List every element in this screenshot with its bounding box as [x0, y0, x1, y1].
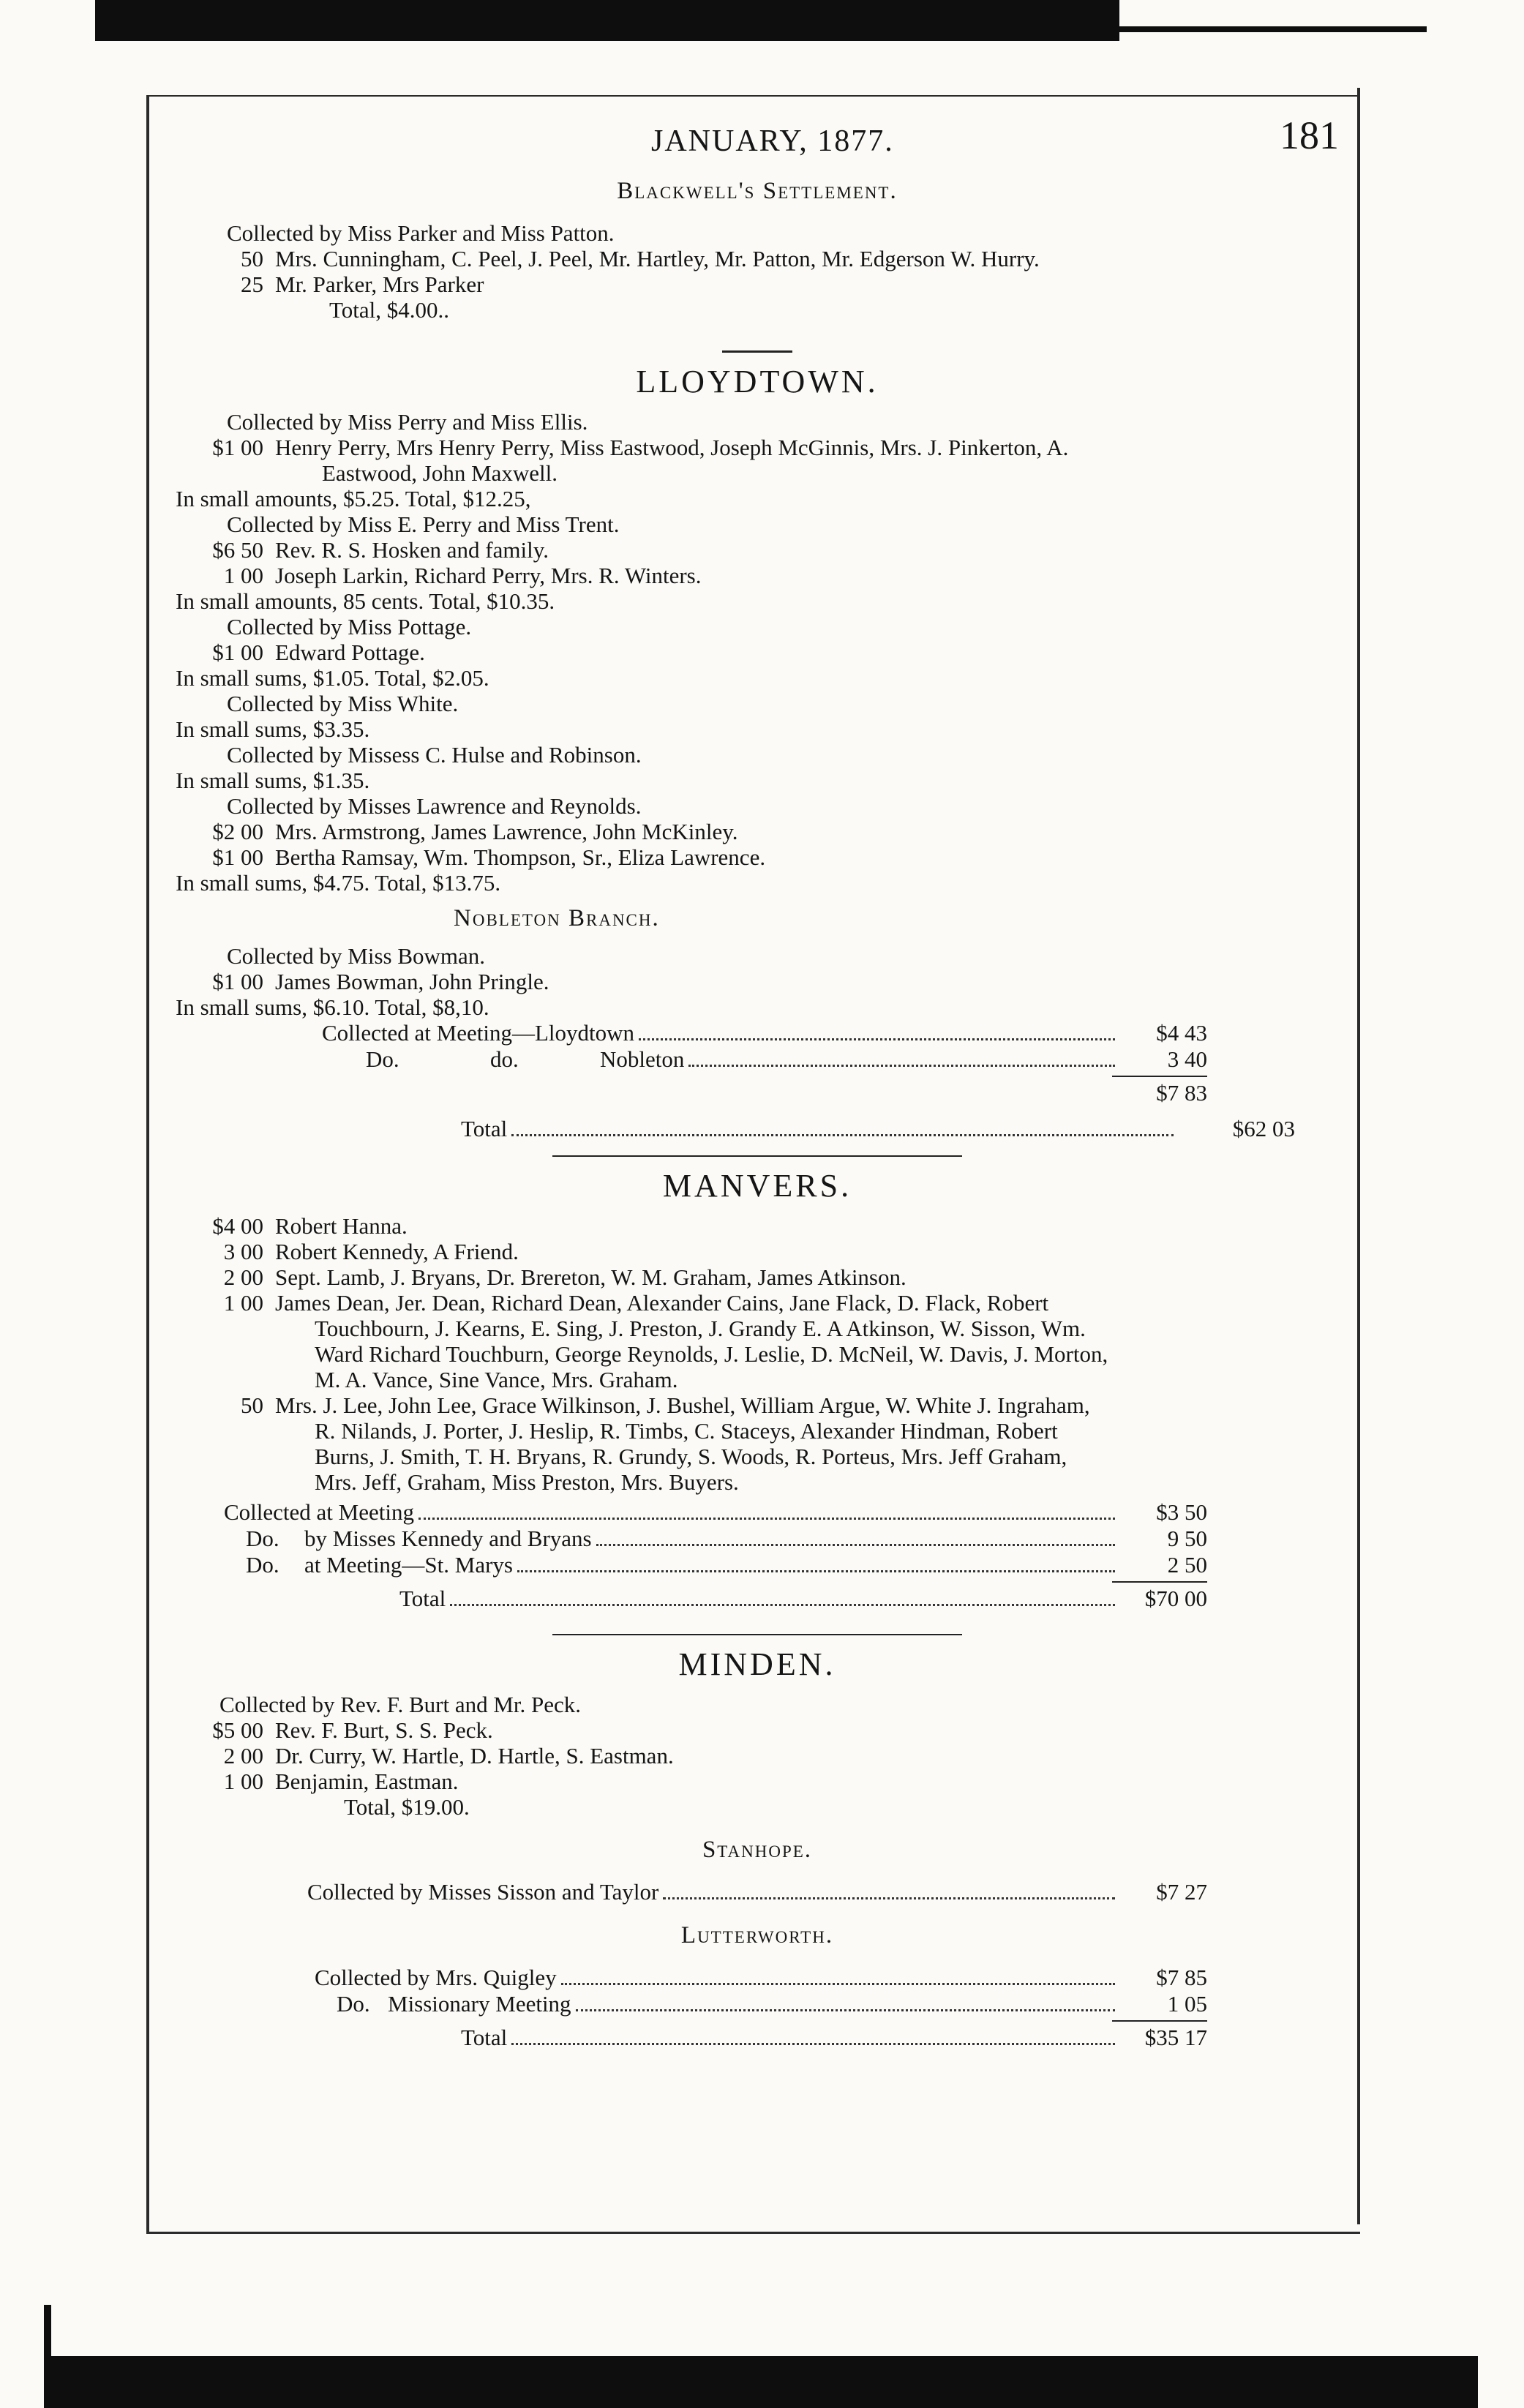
small-amounts-line: In small sums, $4.75. Total, $13.75. [176, 870, 501, 896]
amount: 2 00 [223, 1743, 263, 1769]
ledger-amount: 9 50 [1167, 1526, 1207, 1551]
ledger-row [307, 1879, 1207, 1905]
donation-entry [176, 271, 1339, 297]
donation-entry [176, 819, 1339, 844]
dot-leader [639, 1038, 1115, 1040]
donors: Robert Hanna. [275, 1213, 408, 1239]
donation-entry [176, 1239, 1339, 1264]
section-total [461, 1116, 1295, 1142]
collector-line: Collected by Misses Lawrence and Reynolds. [227, 793, 642, 819]
amount: 1 00 [223, 563, 263, 588]
ledger-amount: 1 05 [1167, 1991, 1207, 2017]
donors: Edward Pottage. [275, 639, 425, 665]
amount: $2 00 [212, 819, 263, 844]
meeting-collections [322, 1020, 1207, 1106]
small-amounts-line: In small amounts, 85 cents. Total, $10.35. [176, 588, 555, 614]
section-title-lloydtown: LLOYDTOWN. [636, 364, 879, 400]
ledger-row [224, 1526, 1207, 1552]
ledger-label: Total [461, 1116, 508, 1141]
lutterworth-collections [315, 1965, 1207, 2051]
amount: $6 50 [212, 537, 263, 563]
amount: 3 00 [223, 1239, 263, 1264]
donation-entry [176, 1717, 1339, 1743]
ledger-amount: 2 50 [1167, 1552, 1207, 1578]
dot-leader [517, 1570, 1115, 1572]
ledger-row [315, 1991, 1207, 2017]
ledger-label: at Meeting—St. Marys [304, 1552, 513, 1578]
amount: $1 00 [212, 639, 263, 665]
donation-entry [176, 1264, 1339, 1290]
section-title-lutterworth: Lutterworth. [680, 1922, 834, 1948]
dot-leader [511, 2043, 1115, 2045]
section-title-stanhope: Stanhope. [702, 1837, 813, 1863]
donors-continued: Ward Richard Touchburn, George Reynolds, J. Leslie, D. McNeil, W. Davis, J. Morton, [315, 1341, 1108, 1367]
subtotal-rule [1112, 2020, 1207, 2022]
ditto-mark: Do. [366, 1046, 399, 1072]
donation-entry [176, 1392, 1339, 1418]
donation-entry [176, 1743, 1339, 1769]
section-divider [552, 1155, 962, 1157]
donors: Mrs. Cunningham, C. Peel, J. Peel, Mr. Hartley, Mr. Patton, Mr. Edgerson W. Hurry. [275, 246, 1040, 271]
donors-continued: R. Nilands, J. Porter, J. Heslip, R. Timbs, C. Staceys, Alexander Hindman, Robert [315, 1418, 1058, 1444]
section-title-blackwell: Blackwell's Settlement. [617, 178, 898, 204]
donation-entry [176, 1290, 1339, 1316]
ledger-label: Collected by Misses Sisson and Taylor [307, 1879, 659, 1905]
ledger-amount: $62 03 [1232, 1116, 1295, 1141]
donors-continued: Mrs. Jeff, Graham, Miss Preston, Mrs. Buyers. [315, 1469, 739, 1495]
page-number: 181 [1280, 113, 1339, 157]
dot-leader [663, 1897, 1115, 1899]
ditto-mark: Do. [246, 1552, 279, 1578]
amount: 2 00 [223, 1264, 263, 1290]
donors: James Bowman, John Pringle. [275, 969, 549, 994]
ledger-row [461, 2025, 1207, 2051]
amount: $1 00 [212, 844, 263, 870]
dot-leader [576, 2009, 1115, 2011]
subtotal-row [322, 1080, 1207, 1106]
donors-continued: Touchbourn, J. Kearns, E. Sing, J. Preston, J. Grandy E. A Atkinson, W. Sisson, Wm. [315, 1316, 1086, 1341]
ledger-label: Nobleton [600, 1046, 685, 1072]
donation-entry [176, 969, 1339, 994]
total-line: Total, $19.00. [344, 1794, 470, 1820]
meeting-collections [224, 1499, 1207, 1612]
page-frame-right [1357, 88, 1360, 2224]
ledger-amount: $70 00 [1144, 1586, 1207, 1611]
donation-entry [176, 1213, 1339, 1239]
subtotal-amount: $7 83 [1156, 1080, 1207, 1106]
small-amounts-line: In small sums, $3.35. [176, 716, 370, 742]
ledger-row [322, 1046, 1207, 1073]
ledger-amount: $35 17 [1144, 2025, 1207, 2050]
small-amounts-line: In small amounts, $5.25. Total, $12.25, [176, 486, 531, 511]
amount: 50 [241, 1392, 263, 1418]
page-content [176, 110, 1339, 2051]
ledger-label: Missionary Meeting [388, 1991, 571, 2017]
donors: James Dean, Jer. Dean, Richard Dean, Alexander Cains, Jane Flack, D. Flack, Robert [275, 1290, 1049, 1316]
ledger-amount: $3 50 [1156, 1499, 1207, 1525]
scan-border-top [95, 0, 1119, 41]
amount: 50 [241, 246, 263, 271]
amount: 25 [241, 271, 263, 297]
ledger-amount: $7 27 [1156, 1879, 1207, 1905]
ledger-row [315, 1965, 1207, 1991]
dot-leader [511, 1134, 1174, 1136]
ledger-row [224, 1499, 1207, 1526]
donation-entry [176, 435, 1339, 460]
donors: Henry Perry, Mrs Henry Perry, Miss Eastwood, Joseph McGinnis, Mrs. J. Pinkerton, A. [275, 435, 1069, 460]
ledger-row [399, 1586, 1207, 1612]
ledger-label: Collected by Mrs. Quigley [315, 1965, 557, 1990]
donation-entry [176, 639, 1339, 665]
donors: Rev. R. S. Hosken and family. [275, 537, 549, 563]
donors: Joseph Larkin, Richard Perry, Mrs. R. Winters. [275, 563, 702, 588]
ledger-amount: $7 85 [1156, 1965, 1207, 1990]
scan-border-bottom-edge [44, 2305, 51, 2363]
ledger-amount: $4 43 [1156, 1020, 1207, 1046]
ledger-label: Total [399, 1586, 446, 1611]
donors: Mr. Parker, Mrs Parker [275, 271, 484, 297]
amount: $1 00 [212, 435, 263, 460]
small-amounts-line: In small sums, $1.05. Total, $2.05. [176, 665, 489, 691]
donation-entry [176, 246, 1339, 271]
subtotal-rule [1112, 1581, 1207, 1583]
page-frame-left [146, 95, 149, 2232]
donors: Bertha Ramsay, Wm. Thompson, Sr., Eliza Lawrence. [275, 844, 766, 870]
dot-leader [561, 1983, 1115, 1985]
donation-entry [176, 1769, 1339, 1794]
donors: Sept. Lamb, J. Bryans, Dr. Brereton, W. M. Graham, James Atkinson. [275, 1264, 906, 1290]
collector-line: Collected by Miss Bowman. [227, 943, 486, 969]
ledger-label: Collected at Meeting—Lloydtown [322, 1020, 635, 1046]
collector-line: Collected by Miss Perry and Miss Ellis. [227, 409, 588, 435]
running-header [176, 110, 1339, 161]
ditto-mark: Do. [337, 1991, 370, 2017]
ledger-label: by Misses Kennedy and Bryans [304, 1526, 592, 1551]
ledger-amount: 3 40 [1167, 1046, 1207, 1072]
small-amounts-line: In small sums, $6.10. Total, $8,10. [176, 994, 489, 1020]
small-amounts-line: In small sums, $1.35. [176, 768, 370, 793]
scan-border-bottom [44, 2356, 1478, 2408]
collector-line: Collected by Miss White. [227, 691, 459, 716]
donors: Benjamin, Eastman. [275, 1769, 459, 1794]
donors-continued: Eastwood, John Maxwell. [322, 460, 558, 486]
dot-leader [596, 1544, 1115, 1546]
collector-line: Collected by Missess C. Hulse and Robinson. [227, 742, 642, 768]
collector-line: Collected by Miss Parker and Miss Patton. [227, 220, 615, 246]
donors-continued: Burns, J. Smith, T. H. Bryans, R. Grundy, S. Woods, R. Porteus, Mrs. Jeff Graham, [315, 1444, 1067, 1469]
donors: Dr. Curry, W. Hartle, D. Hartle, S. Eastman. [275, 1743, 674, 1769]
amount: $1 00 [212, 969, 263, 994]
ledger-row [461, 1116, 1295, 1142]
page-frame-top [146, 95, 1360, 97]
donation-entry [176, 844, 1339, 870]
collector-line: Collected by Miss E. Perry and Miss Trent. [227, 511, 620, 537]
donors: Robert Kennedy, A Friend. [275, 1239, 519, 1264]
scan-border-top-tail [1119, 26, 1427, 32]
page-frame-bottom [146, 2232, 1360, 2234]
section-title-minden: MINDEN. [678, 1646, 836, 1682]
subtotal-rule [1112, 1076, 1207, 1077]
dot-leader [688, 1065, 1115, 1067]
donors-continued: M. A. Vance, Sine Vance, Mrs. Graham. [315, 1367, 678, 1392]
amount: $5 00 [212, 1717, 263, 1743]
ledger-label: Collected at Meeting [224, 1499, 414, 1525]
section-divider [552, 1634, 962, 1635]
amount: 1 00 [223, 1769, 263, 1794]
donation-entry [176, 563, 1339, 588]
total-line: Total, $4.00.. [329, 297, 450, 323]
amount: $4 00 [212, 1213, 263, 1239]
ditto-mark: do. [490, 1046, 519, 1072]
donors: Rev. F. Burt, S. S. Peck. [275, 1717, 493, 1743]
dot-leader [450, 1604, 1115, 1606]
collector-line: Collected by Miss Pottage. [227, 614, 472, 639]
collector-line: Collected by Rev. F. Burt and Mr. Peck. [219, 1692, 582, 1717]
section-title-nobleton: Nobleton Branch. [454, 905, 660, 931]
dot-leader [418, 1518, 1115, 1520]
donors: Mrs. J. Lee, John Lee, Grace Wilkinson, J. Bushel, William Argue, W. White J. Ingraham, [275, 1392, 1090, 1418]
section-title-manvers: MANVERS. [662, 1168, 852, 1204]
ledger-row [224, 1552, 1207, 1578]
donation-entry [176, 537, 1339, 563]
section-divider [722, 350, 792, 353]
donors: Mrs. Armstrong, James Lawrence, John McKinley. [275, 819, 738, 844]
ditto-mark: Do. [246, 1526, 279, 1551]
amount: 1 00 [223, 1290, 263, 1316]
stanhope-collections [307, 1879, 1207, 1905]
page-title: JANUARY, 1877. [651, 124, 894, 158]
spacer [176, 1106, 1339, 1116]
ledger-label: Total [461, 2025, 508, 2050]
ledger-row [322, 1020, 1207, 1046]
